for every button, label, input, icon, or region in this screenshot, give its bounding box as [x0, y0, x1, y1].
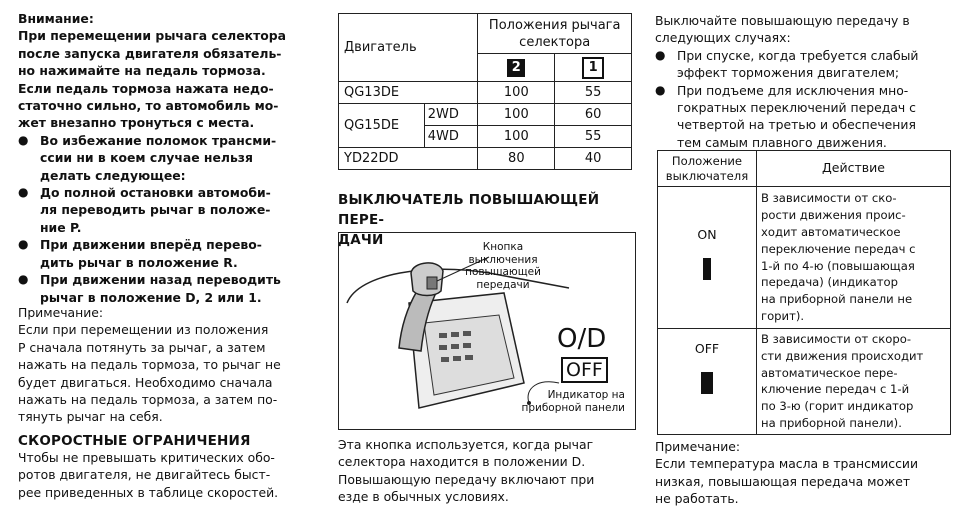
speed-cell: 55: [555, 126, 632, 148]
speed-cell: 80: [478, 148, 555, 170]
bullet-line: тем самым плавного движения.: [677, 134, 887, 150]
engine-cell: YD22DD: [339, 148, 478, 170]
table-row: [339, 82, 632, 104]
action-cell: [757, 329, 951, 435]
button-callout-line: повышающей: [465, 266, 541, 278]
state-label: OFF: [694, 341, 720, 356]
note-title: Примечание:: [655, 439, 741, 454]
action-cell: [757, 187, 951, 329]
engine-cell: QG15DE: [339, 104, 425, 148]
action-line: по 3-ю (горит индикатор: [761, 399, 914, 414]
section-heading-line: ВЫКЛЮЧАТЕЛЬ ПОВЫШАЮЩЕЙ ПЕРЕ-: [338, 192, 600, 228]
figure-caption: [338, 436, 638, 506]
warning-line: Если педаль тормоза нажата недо-: [18, 80, 274, 96]
bullet-line: Во избежание поломок трансми-: [40, 132, 277, 148]
action-header: Действие: [757, 151, 951, 187]
warning-bullet: [18, 271, 326, 306]
bullet-icon: ●: [655, 82, 666, 97]
speed-cell: 100: [478, 82, 555, 104]
bullet-line: делать следующее:: [40, 167, 186, 183]
speed-table: [338, 13, 632, 170]
warning-line: жет внезапно тронуться с места.: [18, 115, 255, 131]
position-header-line: выключателя: [665, 168, 749, 183]
od-label: O/D: [557, 324, 607, 354]
bullet-icon: ●: [18, 185, 29, 200]
indicator-callout-line: Индикатор на: [547, 389, 625, 401]
od-off-indicator-icon: OFF: [561, 357, 608, 383]
warning-bullet: [18, 236, 326, 271]
table-row: [339, 104, 632, 126]
action-line: на приборной панели).: [761, 415, 902, 430]
bullet-line: До полной остановки автомоби-: [40, 185, 271, 201]
list-item: [655, 47, 955, 82]
engine-cell: QG13DE: [339, 82, 478, 104]
switch-pressed-icon: [659, 372, 755, 399]
bullet-line: дить рычаг в положение R.: [40, 254, 238, 270]
note-block: [655, 438, 955, 508]
note-line: тянуть рычаг на себя.: [18, 409, 163, 425]
position-header-line: Положение: [671, 153, 743, 168]
warning-line: но нажимайте на педаль тормоза.: [18, 63, 266, 79]
action-line: рости движения проис-: [761, 208, 906, 223]
intro-line: Выключайте повышающую передачу в: [655, 13, 910, 28]
action-line: В зависимости от ско-: [761, 191, 897, 206]
warning-line: статочно сильно, то автомобиль мо-: [18, 98, 279, 114]
engine-header: Двигатель: [339, 14, 478, 82]
action-line: передача) (индикатор: [761, 275, 898, 290]
state-label: ON: [697, 227, 717, 242]
note-line: Если температура масла в трансмиссии: [655, 456, 919, 472]
drive-cell: 2WD: [424, 104, 478, 126]
speed-limits-line: рее приведенных в таблице скоростей.: [18, 484, 279, 500]
list-item: [655, 82, 955, 152]
switch-released-icon: [659, 258, 755, 285]
action-line: горит).: [761, 308, 805, 323]
bullet-line: При движении назад переводить: [40, 272, 281, 288]
speed-cell: 100: [478, 126, 555, 148]
table-row: [339, 148, 632, 170]
warning-line: При перемещении рычага селектора: [18, 28, 286, 44]
speed-cell: 60: [555, 104, 632, 126]
warning-title: Внимание:: [18, 11, 94, 26]
bullet-line: При спуске, когда требуется слабый: [677, 47, 919, 63]
speed-limits-line: Чтобы не превышать критических обо-: [18, 450, 275, 465]
speed-cell: 100: [478, 104, 555, 126]
note-line: не работать.: [655, 491, 739, 507]
warning-block: [18, 10, 326, 306]
action-line: переключение передач с: [761, 241, 916, 256]
bullet-line: рычаг в положение D, 2 или 1.: [40, 289, 262, 305]
note-line: низкая, повышающая передача может: [655, 473, 911, 489]
switch-table: [657, 150, 951, 435]
action-line: сти движения происходит: [761, 348, 924, 363]
speed-limits-line: ротов двигателя, не двигайтесь быст-: [18, 467, 271, 483]
bullet-icon: ●: [655, 47, 666, 62]
button-callout-line: передачи: [476, 278, 530, 291]
table-row: [658, 187, 951, 329]
position-header: Положения рычага селектора: [478, 14, 632, 54]
bullet-icon: ●: [18, 132, 29, 147]
bullet-line: эффект торможения двигателем;: [677, 65, 900, 81]
note-line: Если при перемещении из положения: [18, 322, 269, 338]
warning-bullet: [18, 184, 326, 236]
bullet-line: гократных переключений передач с: [677, 100, 916, 116]
indicator-callout: [505, 389, 625, 414]
od-switch-figure: [338, 232, 636, 430]
warning-bullet: [18, 132, 326, 184]
bullet-line: ля переводить рычаг в положе-: [40, 202, 271, 218]
bullet-icon: ●: [18, 237, 29, 252]
bullet-line: четвертой на третью и обеспечения: [677, 117, 916, 133]
speed-limits-block: [18, 433, 326, 501]
indicator-callout-line: приборной панели: [521, 401, 625, 414]
button-callout: [455, 241, 551, 291]
bullet-line: При подъеме для исключения мно-: [677, 82, 909, 98]
bullet-line: ссии ни в коем случае нельзя: [40, 150, 253, 166]
speed-limits-heading: СКОРОСТНЫЕ ОГРАНИЧЕНИЯ: [18, 433, 251, 449]
caption-line: Эта кнопка используется, когда рычаг: [338, 437, 594, 452]
bullet-line: При движении вперёд перево-: [40, 237, 262, 253]
note-line: P сначала потянуть за рычаг, а затем: [18, 339, 266, 355]
action-line: ходит автоматическое: [761, 224, 901, 239]
caption-line: Повышающую передачу включают при: [338, 471, 595, 487]
table-row: [658, 329, 951, 435]
action-line: автоматическое пере-: [761, 365, 898, 380]
note-line: нажать на педаль тормоза, а затем по-: [18, 392, 278, 408]
gear-2-icon: 2: [507, 59, 525, 77]
note-line: будет двигаться. Необходимо сначала: [18, 374, 273, 390]
drive-cell: 4WD: [424, 126, 478, 148]
position-header: [658, 151, 757, 187]
gear-1-icon: 1: [582, 57, 604, 79]
speed-cell: 40: [555, 148, 632, 170]
state-cell: [658, 329, 757, 435]
action-line: на приборной панели не: [761, 292, 913, 307]
speed-cell: 55: [555, 82, 632, 104]
button-callout-line: Кнопка выключения: [468, 241, 538, 266]
bullet-line: ние P.: [40, 219, 82, 235]
caption-line: селектора находится в положении D.: [338, 454, 586, 470]
state-cell: [658, 187, 757, 329]
action-line: 1-й по 4-ю (повышающая: [761, 258, 915, 273]
bullet-icon: ●: [18, 272, 29, 287]
note-line: нажать на педаль тормоза, то рычаг не: [18, 357, 281, 373]
action-line: ключение передач с 1-й: [761, 382, 910, 397]
warning-line: после запуска двигателя обязатель-: [18, 45, 282, 61]
note-title: Примечание:: [18, 305, 104, 320]
caption-line: езде в обычных условиях.: [338, 489, 509, 505]
action-line: В зависимости от скоро-: [761, 332, 912, 346]
note-block: [18, 304, 326, 426]
intro-line: следующих случаях:: [655, 30, 791, 46]
intro-block: [655, 12, 955, 151]
section-heading-line: ДАЧИ: [338, 232, 384, 248]
